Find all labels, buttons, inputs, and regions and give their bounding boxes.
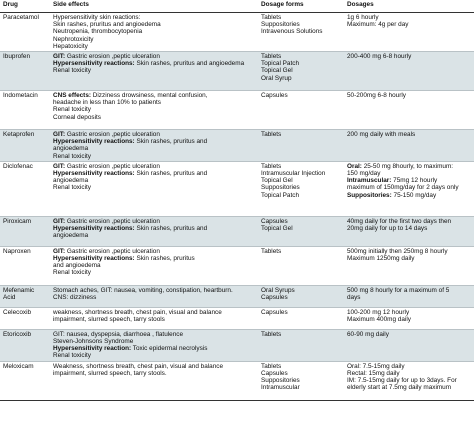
dosage-form: Topical Patch [261,191,300,199]
dosage-forms-cell [258,361,344,400]
line-text: 1g 6 hourly [347,14,379,21]
line-text: Renal toxicity [53,152,92,160]
side-effect-line [53,262,255,269]
drug-cell [0,307,50,329]
line-text: GIT: nausea, dyspepsia, diarrhoea , flatulence [53,330,184,338]
dosage-line [347,177,471,184]
dosage-form: Suppositories [261,184,300,192]
side-effect-line [53,316,255,323]
line-text: Renal toxicity [53,106,92,114]
dosage-forms-cell [258,216,344,246]
line-text: Renal toxicity [53,269,92,277]
table-row [0,52,474,91]
dosage-form: Tablets [261,247,282,255]
line-text: 200-400 mg 6-8 hourly [347,53,412,61]
bold-label: GIT: [53,247,66,255]
header-row [0,0,474,13]
dosage-line [347,163,471,170]
bold-label: Hypersensitivity reactions: [53,138,135,146]
dosages-cell [344,246,474,285]
dosages-cell [344,13,474,52]
line-text: Renal toxicity [53,184,92,192]
dosage-line [347,331,471,338]
dosage-forms-cell [258,246,344,285]
side-effect-line [53,177,255,184]
side-effect-line [53,255,255,262]
drug-name: Indometacin [3,92,38,100]
drug-cell [0,52,50,91]
dosage-form: Suppositories [261,21,300,29]
line-text: Stomach aches, GIT: nausea, vomiting, constipation, heartburn. [53,286,233,294]
dosage-line [347,363,471,370]
line-text: days [347,294,361,302]
table-row [0,216,474,246]
drug-cell [0,130,50,162]
dosage-line [347,225,471,232]
drug-cell [0,91,50,130]
line-text: 500 mg 8 hourly for a maximum of 5 [347,286,450,294]
bold-label: GIT: [53,53,66,61]
line-text: Weakness, shortness breath, chest pain, visual and balance [53,362,224,370]
dosage-form: Topical Gel [261,177,293,185]
line-text: 150 mg/day [347,170,381,178]
side-effect-line [53,99,255,106]
bold-label: Hypersensitivity reactions: [53,225,135,233]
dosage-line [347,377,471,384]
line-text: and angioedema [53,262,101,270]
header-drug: Drug [0,0,50,13]
table-row [0,161,474,216]
dosage-line [347,14,471,21]
line-text: headache in less than 10% to patients [53,99,162,107]
line-text: Steven-Johnsons Syndrome [53,338,134,346]
dosage-form: Tablets [261,330,282,338]
side-effect-line [53,14,255,21]
line-text: IM: 7.5-15mg daily for up to 3days. For [347,377,457,385]
line-text: Toxic epidermal necrolysis [131,345,208,353]
line-text: Gastric erosion ,peptic ulceration [65,247,160,255]
line-text: Nephrotoxicity [53,35,94,43]
line-text: weakness, shortness breath, chest pain, visual and balance [53,308,222,316]
dosage-form: Capsules [261,308,288,316]
bold-label: Hypersensitivity reactions: [53,60,135,68]
line-text: Oral: 7.5-15mg daily [347,362,405,370]
side-effect-line [53,352,255,359]
line-text: Renal toxicity [53,67,92,75]
line-text: Skin rashes, pruritus [134,255,195,263]
side-effects-cell [50,130,258,162]
line-text: Gastric erosion ,peptic ulceration [65,162,160,170]
dosage-form: Intravenous Solutions [261,28,323,36]
drug-name: Etoricoxib [3,330,32,338]
line-text: CNS: dizziness [53,294,97,302]
side-effect-line [53,370,255,377]
line-text: 25-50 mg 8hourly, to maximum: [361,162,454,170]
dosage-forms-cell [258,161,344,216]
side-effects-cell [50,91,258,130]
dosage-line [347,218,471,225]
dosage-line [347,287,471,294]
side-effect-line [53,28,255,35]
table-row [0,307,474,329]
side-effects-cell [50,13,258,52]
side-effect-line [53,331,255,338]
dosage-form: Capsules [261,370,288,378]
side-effect-line [53,145,255,152]
side-effects-cell [50,329,258,361]
line-text: 20mg daily for up to 14 days [347,225,428,233]
side-effect-line [53,53,255,60]
line-text: 500mg initially then 250mg 8 hourly [347,247,448,255]
dosages-cell [344,361,474,400]
side-effect-line [53,184,255,191]
side-effect-line [53,170,255,177]
side-effect-line [53,225,255,232]
drug-name: Acid [3,294,16,302]
dosage-forms-cell [258,285,344,307]
side-effect-line [53,163,255,170]
table-row [0,130,474,162]
bold-label: CNS effects: [53,92,91,100]
line-text: Skin rashes, pruritus and [134,170,208,178]
line-text: Maximum 400mg daily [347,316,411,324]
line-text: impairment, slurred speech, tarry stools. [53,370,167,378]
side-effects-cell [50,52,258,91]
side-effect-line [53,294,255,301]
drug-name: Diclofenac [3,162,33,170]
bold-label: Oral: [347,162,362,170]
table-row [0,246,474,285]
dosage-forms-cell [258,52,344,91]
line-text: Gastric erosion ,peptic ulceration [65,53,160,61]
bold-label: GIT: [53,131,66,139]
dosages-cell [344,52,474,91]
dosages-cell [344,329,474,361]
bold-label: Hypersensitivity reactions: [53,255,135,263]
dosage-form: Capsules [261,294,288,302]
line-text: Corneal deposits [53,113,101,121]
drug-cell [0,216,50,246]
side-effect-line [53,338,255,345]
dosage-form: Tablets [261,53,282,61]
bold-label: Hypersensitivity reaction: [53,345,132,353]
line-text: Dizziness drowsiness, mental confusion, [91,92,208,100]
dosage-line [347,316,471,323]
line-text: 75-150 mg/day [391,191,437,199]
dosage-line [347,184,471,191]
line-text: maximum of 150mg/day for 2 days only [347,184,459,192]
side-effects-cell [50,246,258,285]
dosage-line [347,248,471,255]
dosage-form: Oral Syrup [261,74,292,82]
line-text: Skin rashes, pruritus and angioedema [53,21,161,29]
side-effect-line [53,248,255,255]
side-effect-line [53,269,255,276]
side-effect-line [53,92,255,99]
side-effects-cell [50,285,258,307]
line-text: angioedema [53,145,89,153]
dosages-cell [344,161,474,216]
drug-name: Meloxicam [3,362,34,370]
side-effect-line [53,106,255,113]
bold-label: Intramuscular: [347,177,392,185]
dosages-cell [344,285,474,307]
table-body [0,13,474,401]
side-effect-line [53,114,255,121]
dosage-form: Capsules [261,92,288,100]
drug-name: Mefenamic [3,286,35,294]
dosage-line [347,53,471,60]
dosage-line [347,309,471,316]
dosage-form: Intramuscular Injection [261,170,326,178]
dosage-form: Capsules [261,217,288,225]
side-effect-line [53,309,255,316]
drug-name: Ketaprofen [3,131,35,139]
dosage-form: Tablets [261,362,282,370]
drug-cell [0,329,50,361]
dosages-cell [344,307,474,329]
dosage-form: Tablets [261,162,282,170]
bold-label: Hypersensitivity reactions: [53,170,135,178]
dosage-forms-cell [258,91,344,130]
dosages-cell [344,91,474,130]
drug-cell [0,361,50,400]
dosages-cell [344,130,474,162]
side-effect-line [53,153,255,160]
dosage-forms-cell [258,329,344,361]
side-effect-line [53,60,255,67]
table-row [0,329,474,361]
drug-cell [0,246,50,285]
dosage-forms-cell [258,13,344,52]
dosage-line [347,370,471,377]
line-text: Skin rashes, pruritus and [134,225,208,233]
line-text: 60-90 mg daily [347,330,389,338]
drug-name: Piroxicam [3,217,32,225]
drug-name: Paracetamol [3,14,39,21]
header-dosage-forms: Dosage forms [258,0,344,13]
line-text: Skin rashes, pruritus and [134,138,208,146]
drug-cell [0,285,50,307]
drug-cell [0,161,50,216]
side-effect-line [53,345,255,352]
drug-name: Ibuprofen [3,53,31,61]
side-effects-cell [50,361,258,400]
side-effects-cell [50,216,258,246]
side-effect-line [53,218,255,225]
dosage-line [347,192,471,199]
line-text: 200 mg daily with meals [347,131,416,139]
dosage-line [347,294,471,301]
side-effects-cell [50,161,258,216]
line-text: Hepatoxicity [53,42,88,50]
side-effects-cell [50,307,258,329]
dosage-form: Tablets [261,131,282,139]
line-text: Neutropenia, thrombocytopenia [53,28,143,36]
side-effect-line [53,43,255,50]
dosage-form: Topical Patch [261,60,300,68]
header-side-effects: Side effects [50,0,258,13]
line-text: Gastric erosion ,peptic ulceration [65,217,160,225]
dosage-form: Topical Gel [261,225,293,233]
side-effect-line [53,363,255,370]
side-effect-line [53,21,255,28]
dosage-line [347,21,471,28]
header-dosages: Dosages [344,0,474,13]
dosage-line [347,92,471,99]
side-effect-line [53,287,255,294]
drug-cell [0,13,50,52]
line-text: 40mg daily for the first two days then [347,217,452,225]
dosage-forms-cell [258,130,344,162]
dosage-form: Topical Gel [261,67,293,75]
line-text: Maximum 1250mg daily [347,255,415,263]
line-text: angioedema [53,177,89,185]
table-row [0,13,474,52]
line-text: 100-200 mg 12 hourly [347,308,410,316]
table-row [0,91,474,130]
line-text: elderly start at 7.5mg daily maximum [347,384,452,392]
side-effect-line [53,67,255,74]
line-text: Rectal: 15mg daily [347,370,400,378]
side-effect-line [53,232,255,239]
dosage-line [347,170,471,177]
line-text: 75mg 12 hourly [391,177,438,185]
dosage-forms-cell [258,307,344,329]
table-row [0,361,474,400]
bold-label: Suppositories: [347,191,392,199]
line-text: angioedema [53,232,89,240]
line-text: Gastric erosion ,peptic ulceration [65,131,160,139]
bold-label: GIT: [53,217,66,225]
bold-label: GIT: [53,162,66,170]
line-text: 50-200mg 6-8 hourly [347,92,406,100]
table-row [0,285,474,307]
side-effect-line [53,138,255,145]
line-text: impairment, slurred speech, tarry stools [53,316,165,324]
side-effect-line [53,36,255,43]
line-text: Renal toxicity [53,352,92,360]
drug-name: Celecoxib [3,308,32,316]
drug-name: Naproxen [3,247,31,255]
dosage-form: Oral Syrups [261,286,295,294]
side-effect-line [53,131,255,138]
dosage-form: Suppositories [261,377,300,385]
dosages-cell [344,216,474,246]
dosage-form: Intramuscular [261,384,300,392]
dosage-line [347,384,471,391]
dosage-form: Tablets [261,14,282,21]
line-text: Hypersensitivity skin reactions: [53,14,141,21]
dosage-line [347,255,471,262]
line-text: Skin rashes, pruritus and angioedema [134,60,245,68]
dosage-line [347,131,471,138]
line-text: Maximum: 4g per day [347,21,409,29]
